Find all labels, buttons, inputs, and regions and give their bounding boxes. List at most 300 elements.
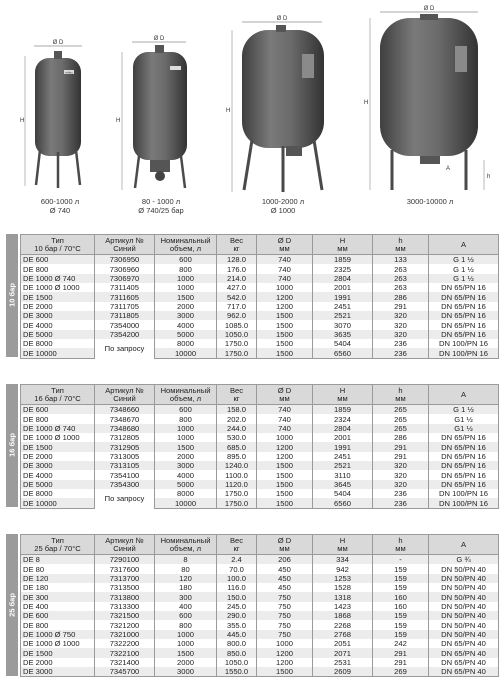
table-cell: 717.0 — [217, 302, 257, 311]
table-cell: 70.0 — [217, 564, 257, 573]
column-header — [313, 535, 373, 555]
table-cell: 291 — [373, 442, 429, 451]
header-line: A — [460, 389, 467, 399]
table-cell: 7306960 — [95, 264, 155, 273]
table-cell: 2451 — [313, 302, 373, 311]
table-row — [21, 339, 499, 348]
table-cell: 2051 — [313, 639, 373, 648]
table-cell: 1000 — [155, 433, 217, 442]
table-cell: 1200 — [257, 442, 313, 451]
table-cell: 286 — [373, 433, 429, 442]
table-cell: DN 50/PN 40 — [429, 592, 499, 601]
table-cell: 1500 — [155, 442, 217, 451]
table-row — [21, 555, 499, 565]
table-cell: 158.0 — [217, 405, 257, 415]
header-line: Вес — [229, 535, 244, 545]
table-cell: 1000 — [155, 283, 217, 292]
column-header — [155, 535, 217, 555]
table-cell: 800 — [155, 264, 217, 273]
table-cell: 7321000 — [95, 630, 155, 639]
table-cell: 600 — [155, 405, 217, 415]
table-cell: 1100.0 — [217, 470, 257, 479]
table-cell: 2521 — [313, 461, 373, 470]
table-cell: 180 — [155, 583, 217, 592]
table-cell: 7313800 — [95, 592, 155, 601]
table-cell: 1253 — [313, 574, 373, 583]
table-cell: 116.0 — [217, 583, 257, 592]
table-cell: 160 — [373, 592, 429, 601]
table-cell: 542.0 — [217, 292, 257, 301]
table-cell: DE 1000 Ø 1000 — [21, 433, 95, 442]
caption-line: Ø 740/25 бар — [138, 206, 184, 215]
table-row — [21, 274, 499, 283]
table-cell: 7311605 — [95, 292, 155, 301]
table-cell: 750 — [257, 611, 313, 620]
table-cell: 5000 — [155, 480, 217, 489]
header-line: H — [339, 235, 346, 245]
table-cell: G 1 ½ — [429, 264, 499, 273]
table-cell: DE 1000 Ø 1000 — [21, 283, 95, 292]
table-cell: 600 — [155, 255, 217, 265]
table-cell: 1200 — [257, 452, 313, 461]
table-cell: 7348680 — [95, 424, 155, 433]
tank-4-caption — [390, 197, 470, 206]
table-cell: 7348670 — [95, 414, 155, 423]
table-cell: 2451 — [313, 452, 373, 461]
table-cell: 7321200 — [95, 620, 155, 629]
table-cell: 286 — [373, 292, 429, 301]
table-cell: 750 — [257, 620, 313, 629]
table-cell: 1050.0 — [217, 658, 257, 667]
table-cell: G 1 ½ — [429, 274, 499, 283]
header-line: Артикул № — [105, 535, 144, 545]
table-cell: DN 100/PN 16 — [429, 489, 499, 498]
table-row — [21, 574, 499, 583]
table-cell: 4000 — [155, 470, 217, 479]
table-cell: DE 10000 — [21, 348, 95, 358]
table-cell: 4000 — [155, 320, 217, 329]
table-cell: G1 ½ — [429, 414, 499, 423]
table-row — [21, 348, 499, 358]
header-line: объем, л — [169, 243, 202, 253]
table-cell: 10000 — [155, 498, 217, 508]
table-cell: 1000 — [155, 630, 217, 639]
table-cell: 320 — [373, 311, 429, 320]
table-cell: 128.0 — [217, 255, 257, 265]
table-cell: 1500 — [257, 498, 313, 508]
spec-table — [20, 534, 499, 677]
table-cell: 800 — [155, 414, 217, 423]
table-cell: 265 — [373, 414, 429, 423]
table-cell: 1991 — [313, 292, 373, 301]
tank-2-icon — [116, 36, 187, 190]
table-cell: 1240.0 — [217, 461, 257, 470]
table-cell: 2001 — [313, 433, 373, 442]
table-row — [21, 433, 499, 442]
table-cell: 1423 — [313, 602, 373, 611]
header-line: мм — [337, 243, 348, 253]
column-header — [373, 235, 429, 255]
table-row — [21, 424, 499, 433]
table-cell: 1000 — [155, 639, 217, 648]
table-cell: 7313105 — [95, 461, 155, 470]
table-cell: 7345700 — [95, 667, 155, 677]
table-cell: 2804 — [313, 274, 373, 283]
table-row — [21, 320, 499, 329]
table-cell: DN 65/PN 40 — [429, 667, 499, 677]
table-cell: 1000 — [155, 274, 217, 283]
table-cell: DE 800 — [21, 264, 95, 273]
table-cell: DN 50/PN 40 — [429, 602, 499, 611]
table-cell: DN 50/PN 40 — [429, 564, 499, 573]
header-line: кг — [233, 243, 240, 253]
table-cell: G 1 ½ — [429, 405, 499, 415]
table-cell: 8000 — [155, 339, 217, 348]
table-row — [21, 480, 499, 489]
header-line: 10 бар / 70°C — [34, 243, 81, 253]
caption-line: 600-1000 л — [40, 197, 80, 206]
table-cell: 2325 — [313, 264, 373, 273]
column-header — [217, 385, 257, 405]
table-cell: 160 — [373, 602, 429, 611]
table-cell: 236 — [373, 348, 429, 358]
dim-d-label: Ø D — [52, 40, 64, 46]
header-line: мм — [395, 393, 406, 403]
table-cell: 10000 — [155, 348, 217, 358]
column-header — [429, 235, 499, 255]
pressure-tab — [6, 534, 18, 676]
header-line: Номинальный — [160, 235, 211, 245]
table-cell: 263 — [373, 283, 429, 292]
table-cell: 320 — [373, 320, 429, 329]
header-line: мм — [395, 243, 406, 253]
header-line: h — [398, 385, 403, 395]
table-cell: 7354000 — [95, 320, 155, 329]
table-cell: 176.0 — [217, 264, 257, 273]
table-cell: DN 65/PN 16 — [429, 470, 499, 479]
header-line: A — [460, 539, 467, 549]
table-cell: 7311805 — [95, 311, 155, 320]
table-cell: 291 — [373, 648, 429, 657]
table-cell: 80 — [155, 564, 217, 573]
on-request-note: По запросу — [95, 339, 155, 358]
dim-h-label-3: H — [226, 108, 231, 114]
table-cell: 1500 — [257, 330, 313, 339]
header-line: объем, л — [169, 543, 202, 553]
header-line: H — [339, 535, 346, 545]
table-cell: 1750.0 — [217, 348, 257, 358]
table-cell: DE 1000 Ø 740 — [21, 424, 95, 433]
header-line: мм — [337, 543, 348, 553]
tank-4-icon — [364, 6, 490, 190]
header-line: h — [398, 235, 403, 245]
header-line: A — [460, 239, 467, 249]
table-cell: DN 100/PN 16 — [429, 348, 499, 358]
header-line: Ø D — [277, 235, 292, 245]
table-cell: 740 — [257, 274, 313, 283]
pressure-tab — [6, 234, 18, 357]
dim-d-label-4: Ø D — [423, 6, 435, 12]
table-cell: 159 — [373, 574, 429, 583]
table-cell: 2531 — [313, 658, 373, 667]
table-cell: DN 65/PN 40 — [429, 648, 499, 657]
table-cell: 7312805 — [95, 433, 155, 442]
table-cell: 7354100 — [95, 470, 155, 479]
table-cell: 1500 — [257, 320, 313, 329]
column-header — [95, 535, 155, 555]
table-cell: 7321400 — [95, 658, 155, 667]
table-cell: 7313005 — [95, 452, 155, 461]
table-cell: DE 120 — [21, 574, 95, 583]
header-line: Номинальный — [160, 385, 211, 395]
table-cell: DN 50/PN 40 — [429, 574, 499, 583]
table-cell: 2804 — [313, 424, 373, 433]
header-line: 25 бар / 70°C — [34, 543, 81, 553]
header-line: Ø D — [277, 385, 292, 395]
table-cell: 7306950 — [95, 255, 155, 265]
table-cell: G ¾ — [429, 555, 499, 565]
table-cell: 236 — [373, 339, 429, 348]
table-cell: 100.0 — [217, 574, 257, 583]
column-header — [373, 385, 429, 405]
table-cell: 300 — [155, 592, 217, 601]
tank-2-caption — [118, 197, 204, 215]
column-header — [373, 535, 429, 555]
dim-d-label-3: Ø D — [276, 16, 288, 22]
table-cell: DE 1500 — [21, 648, 95, 657]
table-row — [21, 620, 499, 629]
table-cell: DE 300 — [21, 592, 95, 601]
table-cell: 450 — [257, 574, 313, 583]
table-cell: DE 3000 — [21, 311, 95, 320]
on-request-note: По запросу — [95, 489, 155, 508]
table-cell: 1750.0 — [217, 489, 257, 498]
table-cell: DN 65/PN 16 — [429, 292, 499, 301]
table-cell: 895.0 — [217, 452, 257, 461]
table-row — [21, 461, 499, 470]
table-cell: 245.0 — [217, 602, 257, 611]
table-cell: 1750.0 — [217, 339, 257, 348]
table-cell: 800 — [155, 620, 217, 629]
table-cell: 5000 — [155, 330, 217, 339]
table-row — [21, 292, 499, 301]
table-cell: 1868 — [313, 611, 373, 620]
table-cell: 1500 — [155, 292, 217, 301]
table-cell: DN 100/PN 16 — [429, 339, 499, 348]
table-cell: DN 50/PN 40 — [429, 620, 499, 629]
table-cell: DE 8000 — [21, 339, 95, 348]
table-row — [21, 564, 499, 573]
table-cell: 1500 — [257, 480, 313, 489]
table-cell: DN 65/PN 16 — [429, 433, 499, 442]
header-line: H — [339, 385, 346, 395]
table-cell: DE 2000 — [21, 658, 95, 667]
table-cell: 2000 — [155, 302, 217, 311]
table-cell: 450 — [257, 583, 313, 592]
table-cell: 600 — [155, 611, 217, 620]
table-cell: 320 — [373, 470, 429, 479]
table-cell: 6560 — [313, 348, 373, 358]
table-cell: 7348660 — [95, 405, 155, 415]
table-cell: 750 — [257, 630, 313, 639]
column-header — [313, 235, 373, 255]
table-cell: 450 — [257, 564, 313, 573]
table-cell: 740 — [257, 405, 313, 415]
table-row — [21, 583, 499, 592]
pressure-tab — [6, 384, 18, 507]
table-cell: 685.0 — [217, 442, 257, 451]
table-cell: DN 50/PN 40 — [429, 630, 499, 639]
table-cell: DE 80 — [21, 564, 95, 573]
table-cell: DN 65/PN 40 — [429, 639, 499, 648]
table-cell: 320 — [373, 480, 429, 489]
table-cell: 427.0 — [217, 283, 257, 292]
table-cell: 355.0 — [217, 620, 257, 629]
caption-line: Ø 740 — [49, 206, 71, 215]
table-cell: 244.0 — [217, 424, 257, 433]
table-cell: 1500 — [257, 470, 313, 479]
table-cell: 7313300 — [95, 602, 155, 611]
table-row — [21, 498, 499, 508]
header-line: Вес — [229, 235, 244, 245]
table-cell: 1000 — [257, 433, 313, 442]
table-cell: 6560 — [313, 498, 373, 508]
header-line: объем, л — [169, 393, 202, 403]
spec-section — [6, 534, 498, 676]
table-cell: 1500 — [257, 489, 313, 498]
table-cell: 2268 — [313, 620, 373, 629]
column-header — [155, 385, 217, 405]
table-cell: 206 — [257, 555, 313, 565]
header-line: 16 бар / 70°C — [34, 393, 81, 403]
table-row — [21, 648, 499, 657]
table-row — [21, 658, 499, 667]
table-cell: 263 — [373, 264, 429, 273]
table-cell: DE 180 — [21, 583, 95, 592]
table-cell: 7312905 — [95, 442, 155, 451]
table-cell: 1120.0 — [217, 480, 257, 489]
table-cell: 1200 — [257, 648, 313, 657]
table-cell: 1318 — [313, 592, 373, 601]
table-cell: 265 — [373, 424, 429, 433]
header-line: Синий — [113, 243, 136, 253]
table-cell: 7313500 — [95, 583, 155, 592]
table-cell: 3645 — [313, 480, 373, 489]
header-line: Синий — [113, 543, 136, 553]
table-cell: 269 — [373, 667, 429, 677]
table-cell: DE 400 — [21, 602, 95, 611]
table-cell: 1500 — [257, 339, 313, 348]
table-cell: 263 — [373, 274, 429, 283]
table-row — [21, 442, 499, 451]
table-cell: G1 ½ — [429, 424, 499, 433]
table-cell: 3000 — [155, 311, 217, 320]
table-cell: DE 5000 — [21, 330, 95, 339]
header-line: Артикул № — [105, 385, 144, 395]
header-line: мм — [337, 393, 348, 403]
header-line: Синий — [113, 393, 136, 403]
product-illustrations — [0, 0, 504, 232]
spec-section — [6, 234, 498, 357]
table-row — [21, 639, 499, 648]
table-cell: DE 10000 — [21, 498, 95, 508]
table-row — [21, 592, 499, 601]
table-row — [21, 667, 499, 677]
column-header — [257, 385, 313, 405]
table-cell: DE 4000 — [21, 320, 95, 329]
table-row — [21, 330, 499, 339]
header-line: мм — [279, 543, 290, 553]
table-cell: 5404 — [313, 339, 373, 348]
table-cell: DE 1500 — [21, 292, 95, 301]
table-cell: 942 — [313, 564, 373, 573]
table-cell: DE 8 — [21, 555, 95, 565]
table-cell: DN 65/PN 16 — [429, 330, 499, 339]
table-cell: 740 — [257, 424, 313, 433]
caption-line: Ø 1000 — [270, 206, 296, 215]
table-cell: - — [373, 555, 429, 565]
table-cell: 7311405 — [95, 283, 155, 292]
column-header — [257, 235, 313, 255]
table-cell: 2609 — [313, 667, 373, 677]
table-row — [21, 405, 499, 415]
table-cell: DE 1000 Ø 750 — [21, 630, 95, 639]
table-cell: 1500 — [257, 348, 313, 358]
table-row — [21, 311, 499, 320]
table-cell: 1500 — [257, 667, 313, 677]
column-header — [95, 385, 155, 405]
table-cell: 740 — [257, 255, 313, 265]
table-cell: 291 — [373, 452, 429, 461]
table-cell: DN 65/PN 16 — [429, 320, 499, 329]
column-header — [95, 235, 155, 255]
table-cell: 800.0 — [217, 639, 257, 648]
table-cell: DE 1500 — [21, 442, 95, 451]
table-cell: 2768 — [313, 630, 373, 639]
table-cell: DE 5000 — [21, 480, 95, 489]
column-header — [217, 535, 257, 555]
dim-h-label-4: H — [364, 100, 369, 106]
table-cell: DN 65/PN 16 — [429, 302, 499, 311]
table-cell: 5404 — [313, 489, 373, 498]
header-line: Артикул № — [105, 235, 144, 245]
header-line: мм — [279, 243, 290, 253]
table-row — [21, 602, 499, 611]
table-cell: 2521 — [313, 311, 373, 320]
table-cell: DN 65/PN 16 — [429, 452, 499, 461]
table-cell: 3070 — [313, 320, 373, 329]
header-line: мм — [395, 543, 406, 553]
table-cell: DE 3000 — [21, 461, 95, 470]
table-cell: 1859 — [313, 255, 373, 265]
table-cell: 7311705 — [95, 302, 155, 311]
header-line: Ø D — [277, 535, 292, 545]
table-row — [21, 283, 499, 292]
table-cell: G 1 ½ — [429, 255, 499, 265]
table-cell: DE 4000 — [21, 470, 95, 479]
table-cell: DN 65/PN 16 — [429, 461, 499, 470]
table-cell: 1200 — [257, 302, 313, 311]
dim-a-label: A — [446, 166, 451, 172]
table-cell: DN 65/PN 16 — [429, 311, 499, 320]
column-header — [155, 235, 217, 255]
table-cell: DN 50/PN 40 — [429, 611, 499, 620]
column-header — [313, 385, 373, 405]
table-cell: 334 — [313, 555, 373, 565]
spec-table — [20, 234, 499, 359]
table-row — [21, 255, 499, 265]
table-cell: 7317600 — [95, 564, 155, 573]
